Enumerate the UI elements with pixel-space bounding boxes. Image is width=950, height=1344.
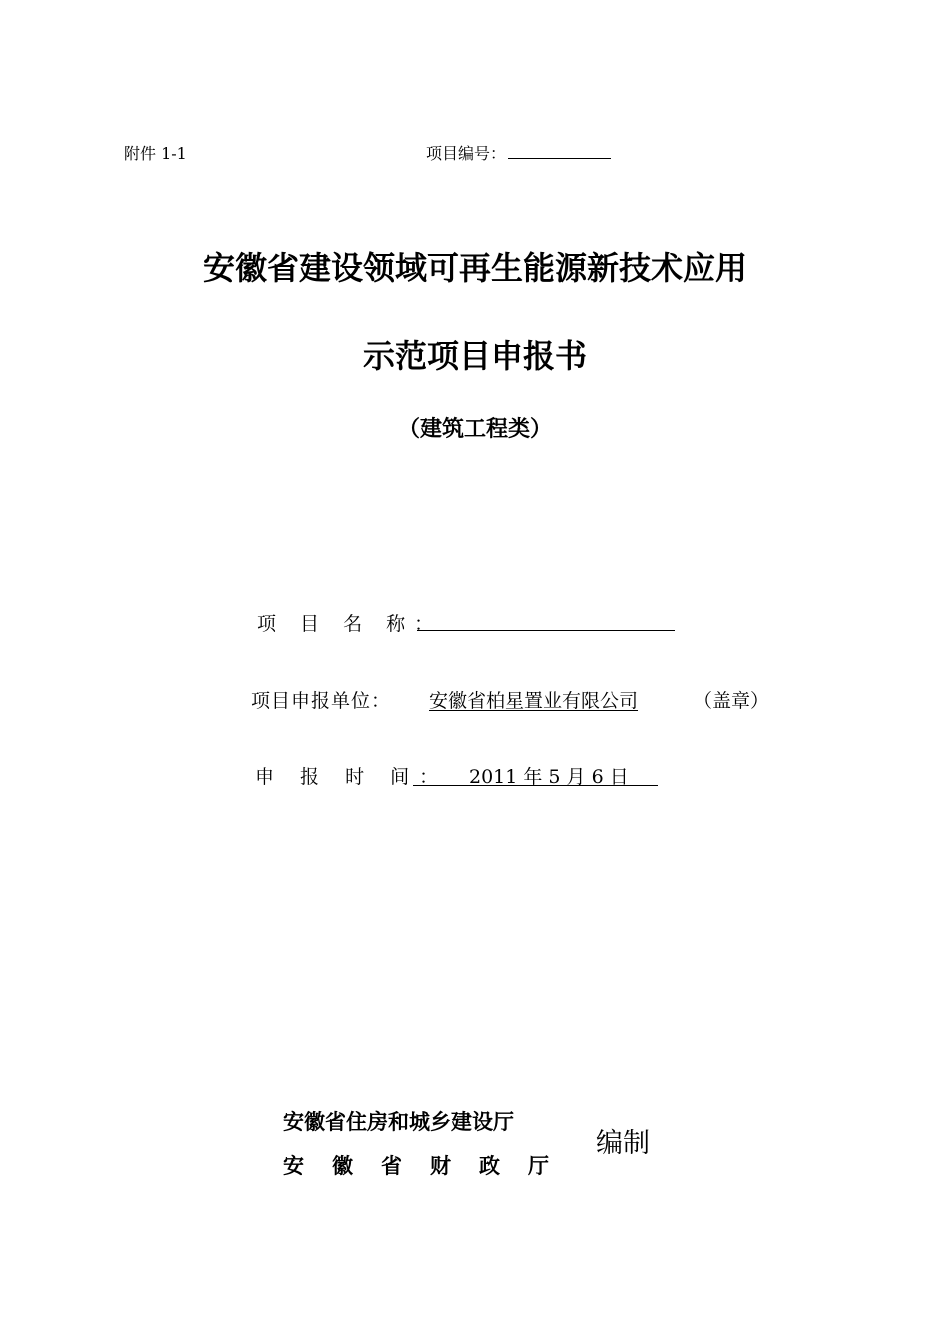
- seal-note: （盖章）: [693, 690, 770, 712]
- date-value: 2011 年 5 月 6 日: [469, 766, 629, 788]
- project-number-blank: [508, 144, 611, 159]
- issuer-housing-department: 安徽省住房和城乡建设厅: [283, 1110, 514, 1134]
- issuer-finance-department: 安徽省财政厅: [283, 1154, 577, 1178]
- date-field: [413, 762, 658, 786]
- document-title-line1: 安徽省建设领域可再生能源新技术应用: [202, 249, 747, 287]
- document-category: （建筑工程类）: [397, 417, 552, 442]
- date-label: 申 报 时 间：: [255, 766, 449, 788]
- applicant-label: 项目申报单位：: [251, 690, 392, 712]
- attachment-label: 附件 1-1: [124, 144, 187, 163]
- project-number: [426, 141, 611, 164]
- project-name-label: 项 目 名 称：: [257, 613, 443, 635]
- document-title-line2: 示范项目申报书: [362, 337, 587, 375]
- project-name-field: [417, 630, 675, 631]
- applicant-value: 安徽省柏星置业有限公司: [429, 690, 639, 712]
- compiled-label: 编制: [596, 1128, 650, 1159]
- project-number-label: 项目编号：: [426, 144, 507, 163]
